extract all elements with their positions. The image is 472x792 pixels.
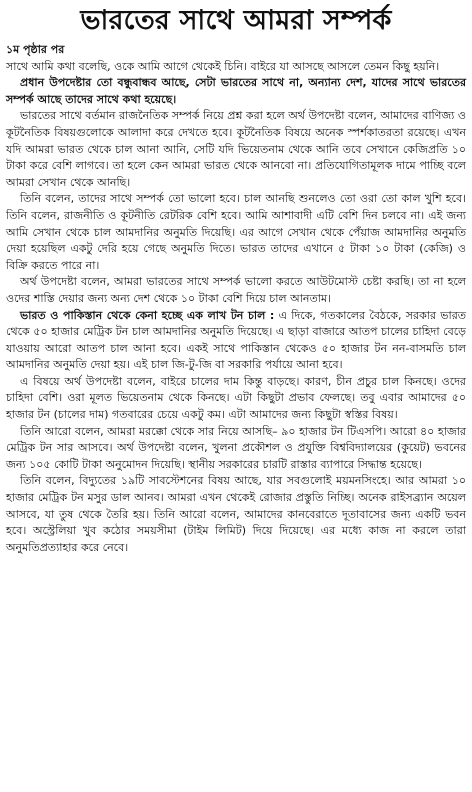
paragraph-text: তিনি বলেন, তাদের সাথে সম্পর্ক তো ভালো হবে। চাল আনছি শুনলেও তো ওরা তো কাল খুশি হবে। তিনি বলেন, রাজনীতি ও কূটনীতি রেটরিক বেশি হবে। আমি আশাবাদী এটি বেশি দিন চলবে না। এই জন্য আমি সেখান থেকে চাল আমদানির অনুমতি দিয়েছি। এর আগে সেখান থেকে পেঁয়াজ আমদানির অনুমতি দেয়া হয়েছিল একটু দেরি হয়ে গেছে অনুমতি দিতে। ভারত তাদের এখানে ৫ টাকা ১০ টাকা (কেজি) ও বিক্রি করতে পারে না। [6,192,466,272]
paragraph [6,374,466,424]
paragraph [6,191,466,274]
paragraph [6,75,466,108]
paragraph [6,274,466,307]
paragraph [6,59,466,76]
article-body [6,42,466,556]
paragraph-text: এ বিষয়ে অর্থ উপদেষ্টা বলেন, বাইরে চালের দাম কিন্তু বাড়ছে। কারণ, চীন প্রচুর চাল কিনছে। ওদের চাহিদা বেশি। ওরা মূলত ভিয়েতনাম থেকে কিনছে। এটা কিছুটা প্রভাব ফেলছে। তবু এবার আমাদের ৫০ হাজার টন (চালের দাম) গতবারের চেয়ে একটু কম। এটা আমাদের জন্য কিছুটা স্বস্তির বিষয়। [6,374,466,422]
paragraph-text: ভারতের সাথে বর্তমান রাজনৈতিক সম্পর্ক নিয়ে প্রশ্ন করা হলে অর্থ উপদেষ্টা বলেন, আমাদের বাণিজ্য ও কূটনৈতিক বিষয়গুলোকে আলাদা করে দেখতে হবে। কূটনৈতিক বিষয়ে অনেক স্পর্শকাতরতা রয়েছে। এখন যদি আমরা ভারত থেকে চাল আনা আনি, সেটি যদি ভিয়েতনাম থেকে আনি তবে সেখানে কেজিপ্রতি ১০ টাকা করে বেশি লাগবে। তা হলে কেন আমরা ভারত থেকে আনবো না। প্রতিযোগিতামূলক দামে পাচ্ছি বলে আমরা সেখান থেকে আনছি। [6,109,466,189]
headline: ভারতের সাথে আমরা সম্পর্ক [80,5,392,36]
paragraph-lead: ভারত ও পাকিস্তান থেকে কেনা হচ্ছে এক লাখ টন চাল : [20,308,275,322]
continued-from-label: ১ম পৃষ্ঠার পর [6,43,65,56]
paragraph-text: এ দিকে, গতকালের বৈঠকে, সরকার ভারত থেকে ৫০ হাজার মেট্রিক টন চাল আমদানির অনুমতি দিয়েছে। এ ছাড়া বাজারে আতপ চালের চাহিদা বেড়ে যাওয়ায় আরো আতপ চাল আনা হবে। একই সাথে পাকিস্তান থেকেও ৫০ হাজার টন নন-বাসমতি চাল আমদানির অনুমতি দেয়া হয়। এই চাল জি-টু-জি বা সরকারি পর্যায়ে আনা হবে। [6,308,467,372]
paragraph [6,424,466,474]
paragraph-lead: প্রধান উপদেষ্টার তো বন্ধুবান্ধব আছে, সেটা ভারতের সাথে না, অন্যান্য দেশ, যাদের সাথে ভারতের সম্পর্ক আছে তাদের সাথে কথা হয়েছে। [6,76,466,106]
paragraph [6,308,466,374]
paragraph-text: সাথে আমি কথা বলেছি, ওকে আমি আগে থেকেই চিনি। বাইরে যা আসছে আসলে তেমন কিছু হয়নি। [6,59,440,73]
paragraph [6,473,466,556]
paragraph-text: তিনি বলেন, বিদ্যুতের ১৯টি সাবস্টেশনের বিষয় আছে, যার সবগুলোই ময়মনসিংহে। আর আমরা ১০ হাজার মেট্রিক টন মসুর ডাল আনব। আমরা এখন থেকেই রোজার প্রস্তুতি নিচ্ছি। অনেক রাইসব্র্যান অয়েল আসবে, যা তুষ থেকে তৈরি হয়। তিনি আরো বলেন, আমাদের কানবেরাতে দূতাবাসের জন্য একটি ভবন হবে। অস্ট্রেলিয়া খুব কঠোর সময়সীমা (টাইম লিমিট) দিয়ে দিয়েছে। এর মধ্যে কাজ না করলে তারা অনুমতিপ্রত্যাহার করে নেবে। [6,474,466,554]
paragraph-text: অর্থ উপদেষ্টা বলেন, আমরা ভারতের সাথে সম্পর্ক ভালো করতে আউটমোস্ট চেষ্টা করছি। তা না হলে ওদের শাস্তি দেয়ার জন্য অন্য দেশ থেকে ১০ টাকা বেশি দিয়ে চাল আনতাম। [6,275,466,305]
paragraph [6,108,466,191]
paragraph-text: তিনি আরো বলেন, আমরা মরক্কো থেকে সার নিয়ে আসছি– ৯০ হাজার টন টিএসপি। আরো ৪০ হাজার মেট্রিক টন সার আসবে। অর্থ উপদেষ্টা বলেন, খুলনা প্রকৌশল ও প্রযুক্তি বিশ্ববিদ্যালয়ের (কুয়েট) ভবনের জন্য ১০৫ কোটি টাকা অনুমোদন দিয়েছি। স্থানীয় সরকারের চারটি রাস্তার ব্যাপারে সিদ্ধান্ত হয়েছে। [6,424,466,471]
